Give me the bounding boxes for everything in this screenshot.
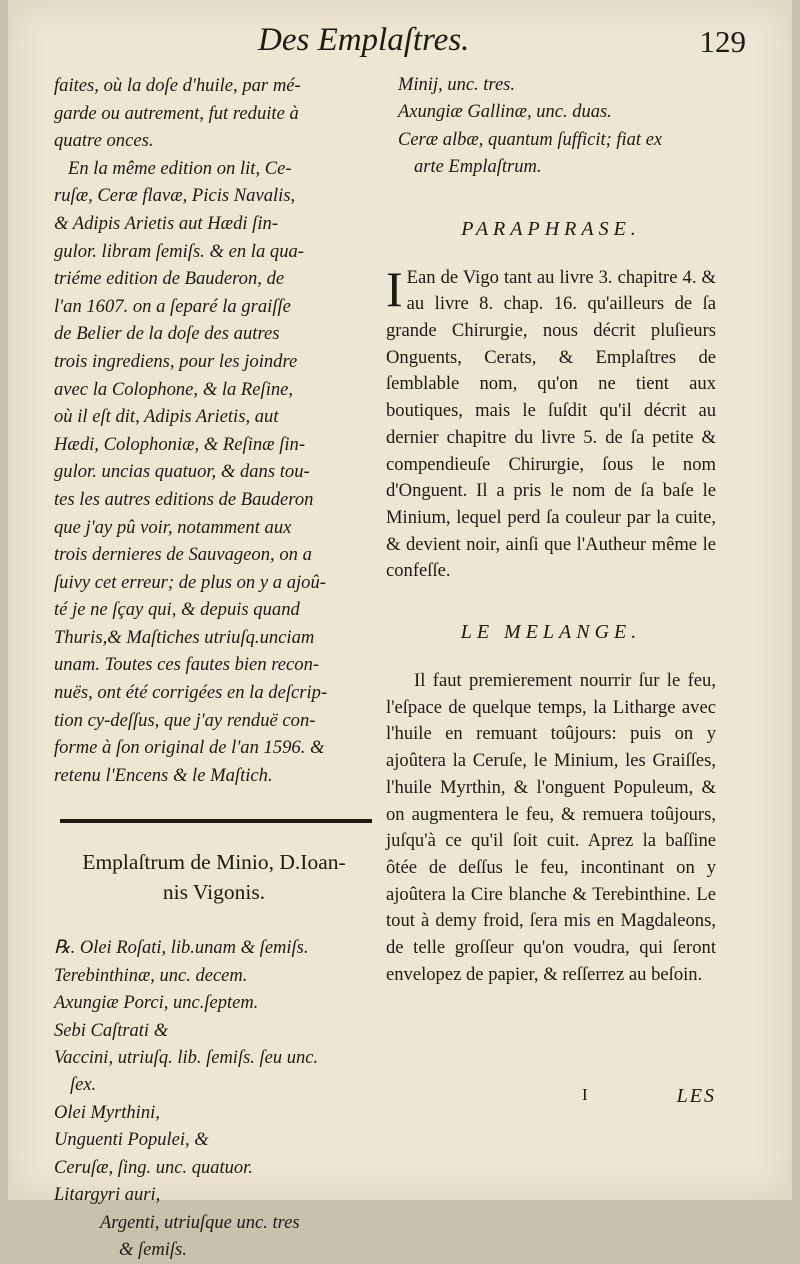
text-line: trois ingrediens, pour les joindre [54, 350, 298, 372]
ingredient-line: Unguenti Populei, & [54, 1130, 209, 1151]
text-line: trois dernieres de Sauvageon, on a [54, 544, 312, 566]
ingredient-line: Litargyri auri, [54, 1185, 161, 1206]
text-line: & Adipis Arietis aut Hædi ſin- [54, 212, 279, 234]
left-note-text [54, 72, 374, 789]
drop-cap: I [386, 260, 403, 317]
paraphrase-paragraph [386, 260, 716, 585]
text-line: avec la Colophone, & la Reſine, [54, 378, 294, 400]
text-line: triéme edition de Bauderon, de [54, 268, 285, 290]
text-line: quatre onces. [54, 130, 154, 152]
ingredient-line: & ſemiſs. [119, 1239, 187, 1260]
catchword: LES [676, 1085, 716, 1107]
recipe-title-line: Emplaſtrum de Minio, D.Ioan- [82, 850, 346, 875]
text-line: té je ne ſçay qui, & depuis quand [54, 599, 300, 621]
ingredient-line: Olei Myrthini, [54, 1102, 160, 1123]
text-line: ruſæ, Ceræ flavæ, Picis Navalis, [54, 185, 296, 207]
signature-mark: I [582, 1085, 588, 1104]
text-line: tion cy-deſſus, que j'ay renduë con- [54, 709, 316, 731]
text-line: nuës, ont été corrigées en la deſcrip- [54, 682, 328, 704]
recipe-ingredients [54, 935, 374, 1264]
text-line: gulor. libram ſemiſs. & en la qua- [54, 240, 304, 262]
ingredient-line: Sebi Caſtrati & [54, 1020, 169, 1041]
recipe-title-line: nis Vigonis. [162, 880, 266, 905]
book-page [8, 0, 792, 1260]
paraphrase-heading: PARAPHRASE. [461, 217, 641, 240]
ingredient-line: ſex. [70, 1075, 97, 1096]
ingredient-line: ℞. Olei Roſati, lib.unam & ſemiſs. [54, 938, 309, 959]
text-line: En la même edition on lit, Ce- [68, 157, 292, 179]
text-line: tes les autres editions de Bauderon [54, 488, 314, 510]
ingredient-line: arte Emplaſtrum. [414, 157, 542, 178]
text-line: faites, où la doſe d'huile, par mé- [54, 75, 301, 96]
ingredient-line: Vaccini, utriuſq. lib. ſemiſs. ſeu unc. [54, 1048, 319, 1069]
ingredient-line: Ceruſæ, ſing. unc. quatuor. [54, 1157, 253, 1178]
text-line: unam. Toutes ces fautes bien recon- [54, 654, 320, 676]
paraphrase-text: Ean de Vigo tant au livre 3. chapitre 4. & au livre 8. chap. 16. qu'ailleurs de ſa grande Chirurgie, nous décrit pluſieurs Onguents, Cerats, & Emplaſtres de ſemblable nom, qu'on ne tient aux boutiques, mais le ſuſdit qu'il décrit au dernier chapitre du livre 5. de ſa petite & compendieuſe Chirurgie, ſous le nom d'Onguent. Il a pris le nom de ſa baſe le Minium, lequel perd ſa couleur par la cuite, & devient noir, ainſi que l'Autheur même le confeſſe. [386, 266, 716, 582]
page-header [8, 22, 792, 72]
ingredient-line: Axungiæ Gallinæ, unc. duas. [398, 102, 612, 123]
page-number: 129 [699, 24, 746, 59]
text-line: que j'ay pû voir, notamment aux [54, 516, 292, 538]
text-line: Thuris,& Maſtiches utriuſq.unciam [54, 626, 315, 648]
text-line: l'an 1607. on a ſeparé la graiſſe [54, 295, 291, 317]
melange-heading: LE MELANGE. [460, 621, 642, 644]
ingredient-line: Argenti, utriuſque unc. tres [100, 1212, 300, 1233]
text-line: gulor. uncias quatuor, & dans tou- [54, 461, 310, 483]
text-line: forme à ſon original de l'an 1596. & [54, 737, 325, 759]
text-line: garde ou autrement, fut reduite à [54, 102, 299, 124]
ingredient-line: Ceræ albæ, quantum ſufficit; fiat ex [398, 129, 663, 150]
left-column [54, 72, 374, 1264]
text-line: où il eſt dit, Adipis Arietis, aut [54, 406, 279, 428]
page-footer [386, 1085, 716, 1125]
melange-paragraph: Il faut premierement nourrir ſur le feu, l'eſpace de quelque temps, la Litharge avec l'huile en remuant toûjours: puis on y ajoûtera la Ceruſe, le Minium, les Graiſſes, l'huile Myrthin, & l'onguent Populeum, & on augmentera le feu, & remuera toûjours, juſqu'à ce qu'il ſoit cuit. Aprez la baſſine ôtée de deſſus le feu, incontinant on y ajoûtera la Cire blanche & Terebinthine. Le tout à demy froid, ſera mis en Magdaleons, de telle groſſeur qu'on voudra, qui ſeront envelopez de papier, & reſſerrez au beſoin. [386, 670, 716, 985]
recipe-continuation [386, 72, 716, 182]
section-divider [60, 819, 372, 823]
recipe-title [54, 847, 374, 907]
text-line: retenu l'Encens & le Maſtich. [54, 764, 273, 786]
text-line: ſuivy cet erreur; de plus on y a ajoû- [54, 571, 326, 593]
ingredient-line: Axungiæ Porci, unc.ſeptem. [54, 993, 259, 1014]
running-title: Des Emplaſtres. [258, 22, 470, 58]
ingredient-line: Minij, unc. tres. [398, 75, 515, 95]
text-line: de Belier de la doſe des autres [54, 323, 280, 345]
ingredient-line: Terebinthinæ, unc. decem. [54, 965, 248, 986]
text-line: Hædi, Colophoniæ, & Reſinæ ſin- [54, 433, 306, 455]
right-column [386, 72, 716, 989]
